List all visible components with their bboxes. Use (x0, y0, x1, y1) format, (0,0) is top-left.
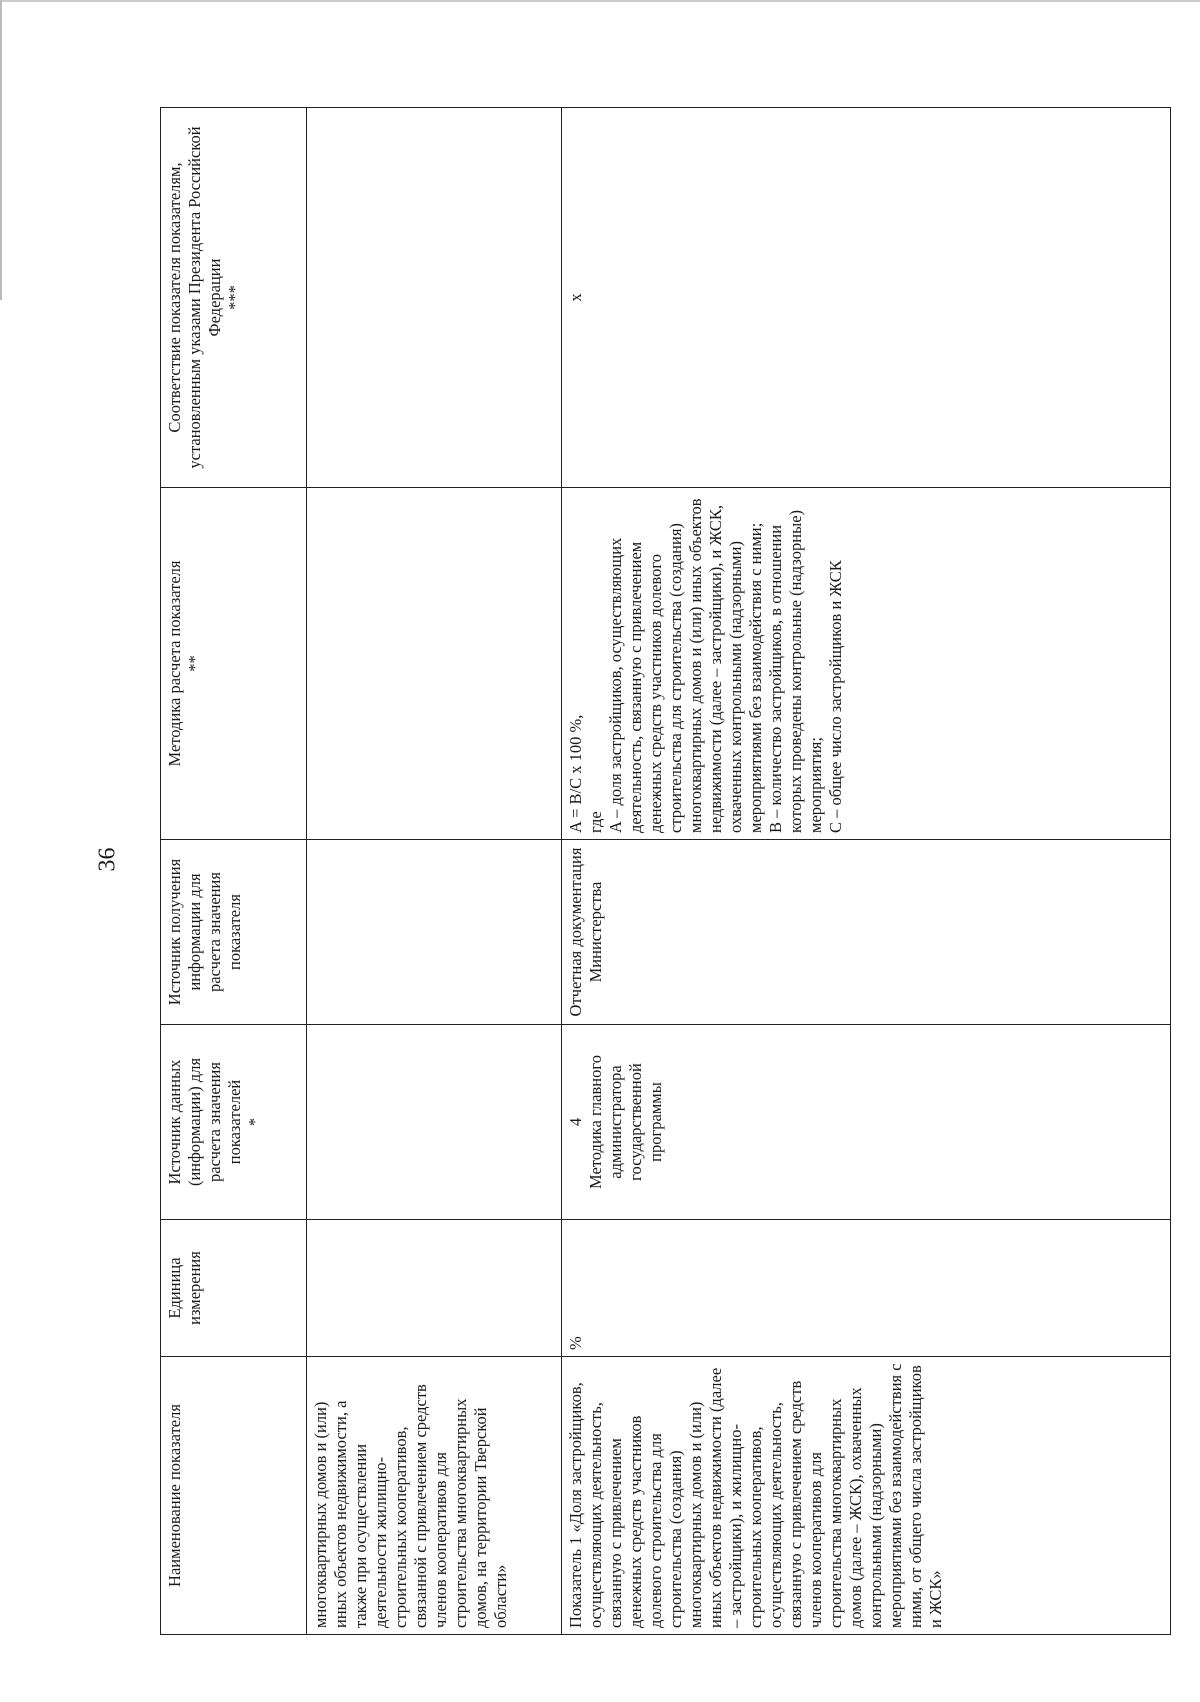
cell-compliance (307, 108, 562, 488)
cell-data-source (307, 1025, 562, 1220)
cell-method (562, 488, 1171, 840)
header-name: Наименование показателя (161, 1357, 307, 1635)
method-where: где (586, 811, 605, 833)
indicator-table-wrapper (160, 108, 1170, 1635)
cell-name: Показатель 1 «Доля застройщиков, осуществляющих деятельность, связанную с привлечением денежных средств участников долевого строительства для строительства (создания) многоквартирных домов и (или) иных объектов недвижимости (далее – застройщики), и жилищно-строительных кооперативов, осуществляющих деятельность, связанную с привлечением средств членов кооперативов для строительства многоквартирных домов (далее – ЖСК), охваченных контрольными (надзорными) мероприятиями без взаимодействия с ними, от общего числа застройщиков и ЖСК» (562, 1357, 1171, 1635)
cell-name: многоквартирных домов и (или) иных объектов недвижимости, а также при осуществлении деятельности жилищно-строительных кооперативов, связанной с привлечением средств членов кооперативов для строительства многоквартирных домов, на территории Тверской области» (307, 1357, 562, 1635)
cell-method (307, 488, 562, 840)
header-method: Методика расчета показателя ** (161, 488, 307, 840)
page-number: 36 (94, 847, 121, 872)
data-source-number: 4 (566, 1117, 585, 1127)
cell-info-source: Отчетная документация Министерства (562, 840, 1171, 1025)
header-compliance: Соответствие показателя показателям, установленным указами Президента Российской Федерации *** (161, 108, 307, 488)
header-info-source: Источник получения информации для расчета значения показателя (161, 840, 307, 1025)
table-header-row (161, 108, 307, 1635)
table-row (562, 108, 1171, 1635)
method-formula: A = B/C x 100 %, (566, 714, 585, 833)
method-b-definition: B – количество застройщиков, в отношении которых проведены контрольные (надзорные) мероприятия; (766, 509, 825, 833)
cell-info-source (307, 840, 562, 1025)
scan-edge-top (0, 0, 1200, 2)
table-row (307, 108, 562, 1635)
header-data-source: Источник данных (информации) для расчета значения показателей * (161, 1025, 307, 1220)
scan-edge-left (0, 0, 2, 300)
indicator-table (160, 107, 1171, 1635)
cell-unit: % (562, 1220, 1171, 1357)
cell-compliance: х (562, 108, 1171, 488)
cell-data-source (562, 1025, 1171, 1220)
method-c-definition: C – общее число застройщиков и ЖСК (826, 560, 845, 833)
header-unit: Единица измерения (161, 1220, 307, 1357)
method-a-definition: A – доля застройщиков, осуществляющих деятельность, связанную с привлечением денежных средств участников долевого строительства для строительства (создания) многоквартирных домов и (или) иных объектов недвижимости (далее – застройщики), и ЖСК, охваченных контрольными (надзорными) мероприятиями без взаимодействия с ними; (606, 498, 765, 833)
cell-unit (307, 1220, 562, 1357)
data-source-text: Методика главного администратора государственной программы (586, 1055, 665, 1189)
